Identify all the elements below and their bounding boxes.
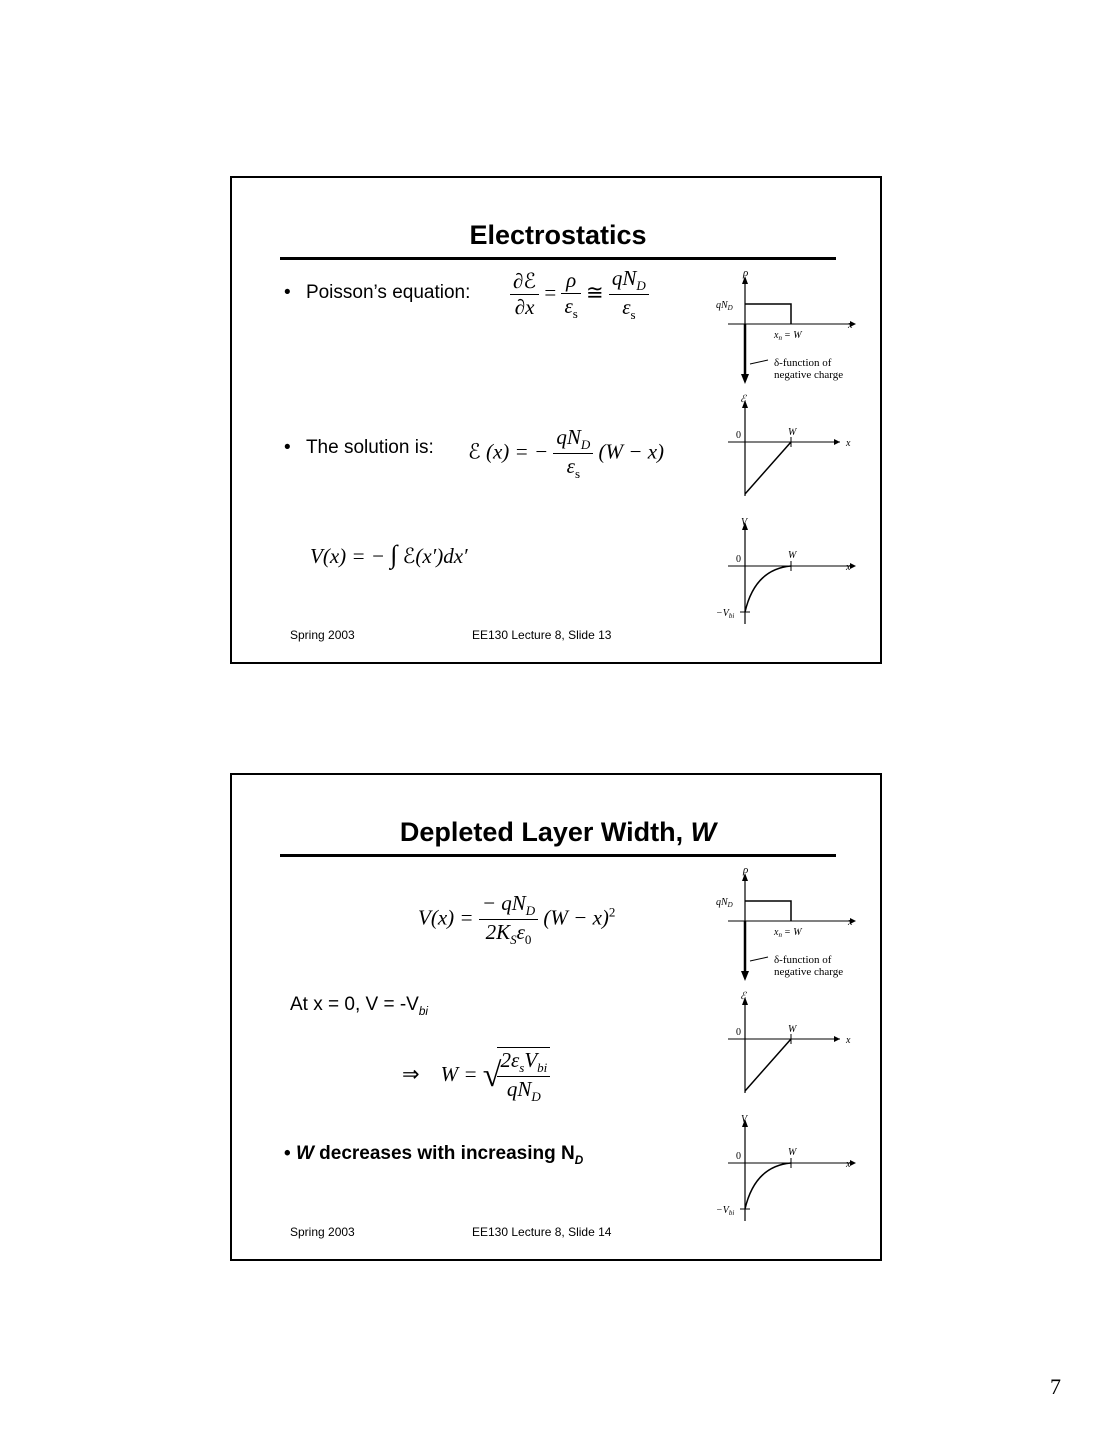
slide-14 bbox=[230, 773, 882, 1261]
rho-label: ρ bbox=[743, 864, 749, 876]
bullet-dot: • bbox=[284, 1143, 291, 1164]
width-equation: ⇒ W = √ $\frac{2\varepsilon_sV_{bi}}{qN_D}$ bbox=[402, 1047, 550, 1105]
x-label: x bbox=[848, 917, 853, 928]
w-label: W bbox=[788, 1147, 797, 1158]
bullet-dot: • bbox=[284, 282, 291, 303]
xn-label: $x_n = W$ bbox=[774, 330, 802, 342]
delta-label-1: δ-function of bbox=[774, 954, 832, 966]
solution-equation: ℰ (x) = − $\frac{qN_D}{\varepsilon_s}$ (W − x) bbox=[468, 425, 665, 482]
electric-field-plot bbox=[728, 394, 851, 496]
x-label: x bbox=[848, 320, 853, 331]
potential-equation: V(x) = $\frac{- qN_D}{2K_S\varepsilon_0}$ $(W - x)^2$ bbox=[418, 891, 616, 948]
zero-label: 0 bbox=[736, 554, 741, 565]
poisson-equation: $\frac{\text{∂ℰ}}{\partial x}$ = $\frac{\rho}{\varepsilon_s}$ ≅ $\frac{qN_D}{\varepsilon_s}$ bbox=[510, 266, 649, 323]
potential-plot bbox=[716, 517, 856, 624]
slide-13 bbox=[230, 176, 882, 664]
efield-label: ℰ bbox=[740, 394, 747, 405]
slide-title: Depleted Layer Width, W bbox=[399, 817, 717, 847]
bullet-dot: • bbox=[284, 437, 291, 458]
delta-label-1: δ-function of bbox=[774, 357, 832, 369]
delta-label-2: negative charge bbox=[774, 966, 844, 978]
vbi-label: $-V_{bi}$ bbox=[716, 1205, 735, 1217]
footer-date: Spring 2003 bbox=[290, 628, 355, 642]
w-label: W bbox=[788, 1024, 797, 1035]
charge-field-potential-figure bbox=[710, 264, 860, 628]
v-label: V bbox=[741, 517, 748, 528]
charge-density-plot bbox=[716, 864, 856, 981]
qnd-label: $qN_D$ bbox=[716, 300, 733, 312]
bullet-label: The solution is: bbox=[305, 437, 434, 458]
boundary-condition: At x = 0, $V = -V_{bi}$ bbox=[290, 994, 429, 1018]
rho-label: ρ bbox=[743, 267, 749, 279]
slide-title: Electrostatics bbox=[469, 220, 647, 250]
efield-label: ℰ bbox=[740, 991, 747, 1002]
bullet-w-decreases: • W decreases with increasing $N_D$ bbox=[284, 1143, 584, 1167]
bullet-solution bbox=[284, 437, 434, 459]
electric-field-plot bbox=[728, 991, 851, 1093]
w-label: W bbox=[788, 427, 797, 438]
zero-label: 0 bbox=[736, 1151, 741, 1162]
w-label: W bbox=[788, 550, 797, 561]
bullet-poisson bbox=[284, 282, 470, 304]
v-label: V bbox=[741, 1114, 748, 1125]
vbi-label: $-V_{bi}$ bbox=[716, 608, 735, 620]
footer-slide: EE130 Lecture 8, Slide 14 bbox=[472, 1225, 612, 1239]
x-label: x bbox=[846, 1159, 851, 1170]
title-rule bbox=[280, 854, 836, 857]
bullet-label: Poisson’s equation: bbox=[305, 282, 471, 303]
footer-date: Spring 2003 bbox=[290, 1225, 355, 1239]
qnd-label: $qN_D$ bbox=[716, 897, 733, 909]
x-label: x bbox=[846, 438, 851, 449]
delta-label-2: negative charge bbox=[774, 369, 844, 381]
page-number: 7 bbox=[1050, 1374, 1061, 1399]
title-rule bbox=[280, 257, 836, 260]
potential-plot bbox=[716, 1114, 856, 1221]
zero-label: 0 bbox=[736, 430, 741, 441]
xn-label: $x_n = W$ bbox=[774, 927, 802, 939]
charge-density-plot bbox=[716, 267, 856, 384]
potential-integral: V(x) = − ∫ ℰ(x′)dx′ bbox=[310, 540, 468, 569]
footer-slide: EE130 Lecture 8, Slide 13 bbox=[472, 628, 612, 642]
zero-label: 0 bbox=[736, 1027, 741, 1038]
charge-field-potential-figure bbox=[710, 861, 860, 1225]
x-label: x bbox=[846, 562, 851, 573]
x-label: x bbox=[846, 1035, 851, 1046]
